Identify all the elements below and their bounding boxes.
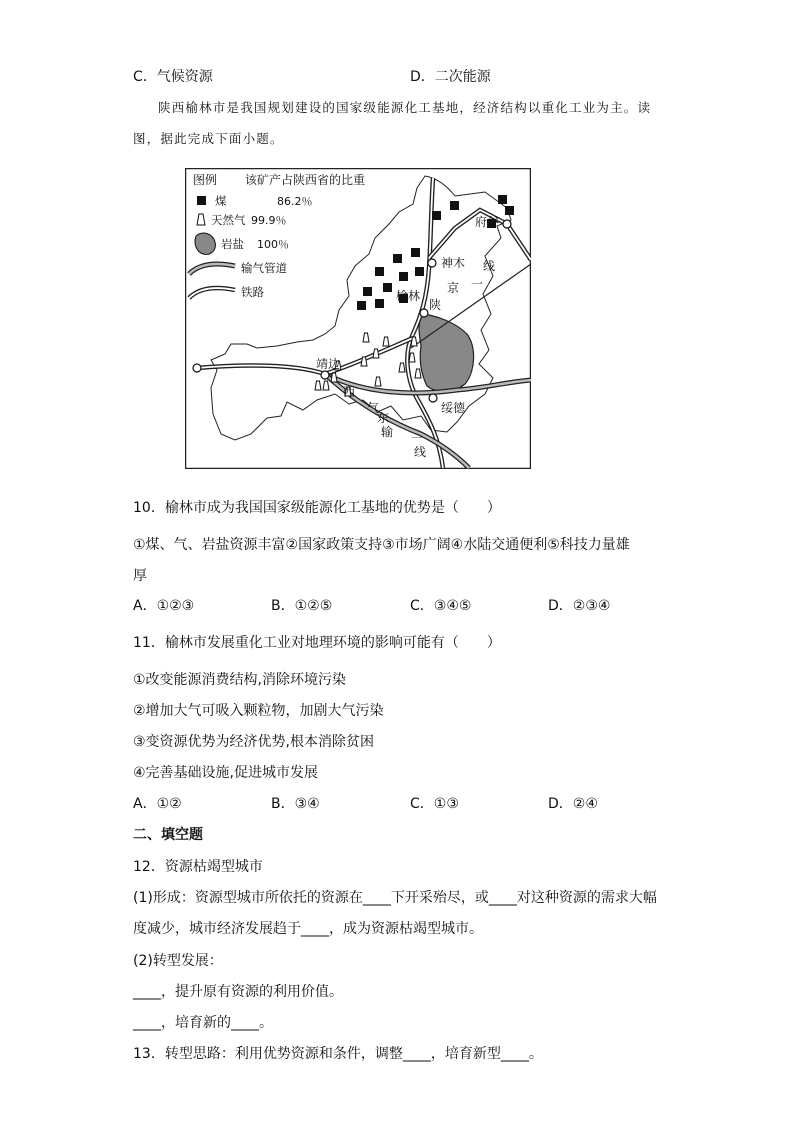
- q10-option-c: C．③④⑤: [410, 598, 472, 614]
- gas-trapezoid-icon: [197, 214, 205, 225]
- city-label-yulin: 榆林: [396, 289, 421, 303]
- q9-option-d: D．二次能源: [410, 69, 491, 85]
- q11-item-2: ②增加大气可吸入颗粒物，加剧大气污染: [133, 703, 384, 719]
- q10-option-b: B．①②⑤: [271, 598, 333, 614]
- coal-marker: [375, 299, 384, 308]
- intro-line-2: 图，据此完成下面小题。: [133, 131, 284, 146]
- q11-item-3: ③变资源优势为经济优势,根本消除贫困: [133, 734, 374, 750]
- gas-marker: [383, 337, 389, 346]
- q12-formation-line-2: 度减少，城市经济发展趋于____，成为资源枯竭型城市。: [133, 921, 483, 937]
- legend-railway-label: 铁路: [241, 285, 264, 299]
- q10-stem: 10．榆林市成为我国国家级能源化工基地的优势是（ ）: [133, 500, 501, 516]
- dash-label-top: 一: [471, 277, 484, 291]
- legend-salt-value: 100％: [257, 238, 289, 251]
- gas-marker: [373, 349, 379, 358]
- section-2-title: 二、填空题: [133, 827, 203, 843]
- gas-marker: [363, 333, 369, 342]
- q10-items-line-2: 厚: [133, 568, 147, 584]
- city-label-fugu: 府谷: [475, 215, 500, 229]
- salt-blob-icon: [195, 233, 215, 254]
- coal-marker: [363, 287, 372, 296]
- q13-text: 13．转型思路：利用优势资源和条件，调整____，培育新型____。: [133, 1046, 543, 1062]
- city-marker-west-end: [193, 364, 201, 372]
- coal-marker: [357, 301, 366, 310]
- coal-marker: [399, 272, 408, 281]
- gas-marker: [375, 377, 381, 386]
- gas-marker: [331, 373, 337, 382]
- legend-coal-value: 86.2％: [277, 195, 313, 208]
- coal-marker: [415, 267, 424, 276]
- black-square-icon: [197, 196, 206, 205]
- q11-option-a: A．①②: [133, 796, 182, 812]
- q12-transform-2: ____，培育新的____。: [133, 1015, 273, 1031]
- city-marker-suide: [429, 394, 437, 402]
- shenjing-line-label-3: 陕: [429, 298, 442, 312]
- coal-marker: [432, 211, 441, 220]
- coal-marker: [505, 206, 514, 215]
- gas-marker: [409, 353, 415, 362]
- q10-option-a: A．①②③: [133, 598, 195, 614]
- legend-title: 图例: [193, 173, 218, 187]
- legend-coal-label: 煤: [215, 194, 227, 208]
- gas-marker: [323, 381, 329, 390]
- q12-formation-line-1: (1)形成：资源型城市所依托的资源在____下开采殆尽，或____对这种资源的需求大幅: [133, 890, 657, 906]
- xiqi-line-label-2: 气: [367, 401, 380, 415]
- coal-marker: [450, 201, 459, 210]
- city-marker-fugu: [503, 220, 511, 228]
- q10-option-d: D．②③④: [548, 598, 611, 614]
- shenjing-line-label-1: 线: [483, 259, 496, 273]
- city-label-shenmu: 神木: [441, 256, 466, 270]
- q10-items-line-1: ①煤、气、岩盐资源丰富②国家政策支持③市场广阔④水陆交通便利⑤科技力量雄: [133, 537, 630, 553]
- coal-marker: [411, 248, 420, 257]
- gas-marker: [399, 363, 405, 372]
- q11-option-b: B．③④: [271, 796, 320, 812]
- coal-marker: [383, 283, 392, 292]
- shenjing-line-label-2: 京: [447, 281, 460, 295]
- coal-marker: [498, 195, 507, 204]
- dash-label-bottom: 一: [411, 431, 424, 445]
- legend-salt-label: 岩盐: [221, 237, 244, 251]
- legend-pipeline-label: 输气管道: [241, 261, 287, 275]
- legend-subtitle: 该矿产占陕西省的比重: [245, 173, 366, 187]
- intro-line-1: 陕西榆林市是我国规划建设的国家级能源化工基地，经济结构以重化工业为主。读: [158, 100, 652, 115]
- q12-transform-title: (2)转型发展：: [133, 953, 223, 969]
- coal-marker: [375, 267, 384, 276]
- xiqi-line-label-5: 线: [414, 445, 427, 459]
- coal-marker: [393, 254, 402, 263]
- legend-gas-label: 天然气: [211, 213, 246, 227]
- q11-option-c: C．①③: [410, 796, 459, 812]
- q11-item-4: ④完善基础设施,促进城市发展: [133, 765, 319, 781]
- city-marker-jingbian: [321, 371, 329, 379]
- q12-transform-1: ____，提升原有资源的利用价值。: [133, 984, 343, 1000]
- q11-stem: 11．榆林市发展重化工业对地理环境的影响可能有（ ）: [133, 635, 501, 651]
- xiqi-line-label-3: 东: [377, 411, 390, 425]
- city-label-suide: 绥德: [441, 401, 466, 415]
- q12-title: 12．资源枯竭型城市: [133, 859, 263, 875]
- legend-gas-value: 99.9％: [251, 214, 287, 227]
- q11-item-1: ①改变能源消费结构,消除环境污染: [133, 672, 347, 688]
- yulin-resource-map: [185, 168, 531, 469]
- city-marker-shenmu: [428, 259, 436, 267]
- xiqi-line-label-4: 输: [381, 425, 394, 439]
- city-label-jingbian: 靖边: [316, 357, 341, 371]
- xiqi-line-label-1: 西: [343, 385, 356, 399]
- gas-marker: [315, 381, 321, 390]
- city-marker-yulin: [420, 309, 428, 317]
- gas-marker: [411, 337, 417, 346]
- q11-option-d: D．②④: [548, 796, 598, 812]
- gas-marker: [415, 369, 421, 378]
- q9-option-c: C．气候资源: [133, 69, 213, 85]
- gas-marker: [361, 357, 367, 366]
